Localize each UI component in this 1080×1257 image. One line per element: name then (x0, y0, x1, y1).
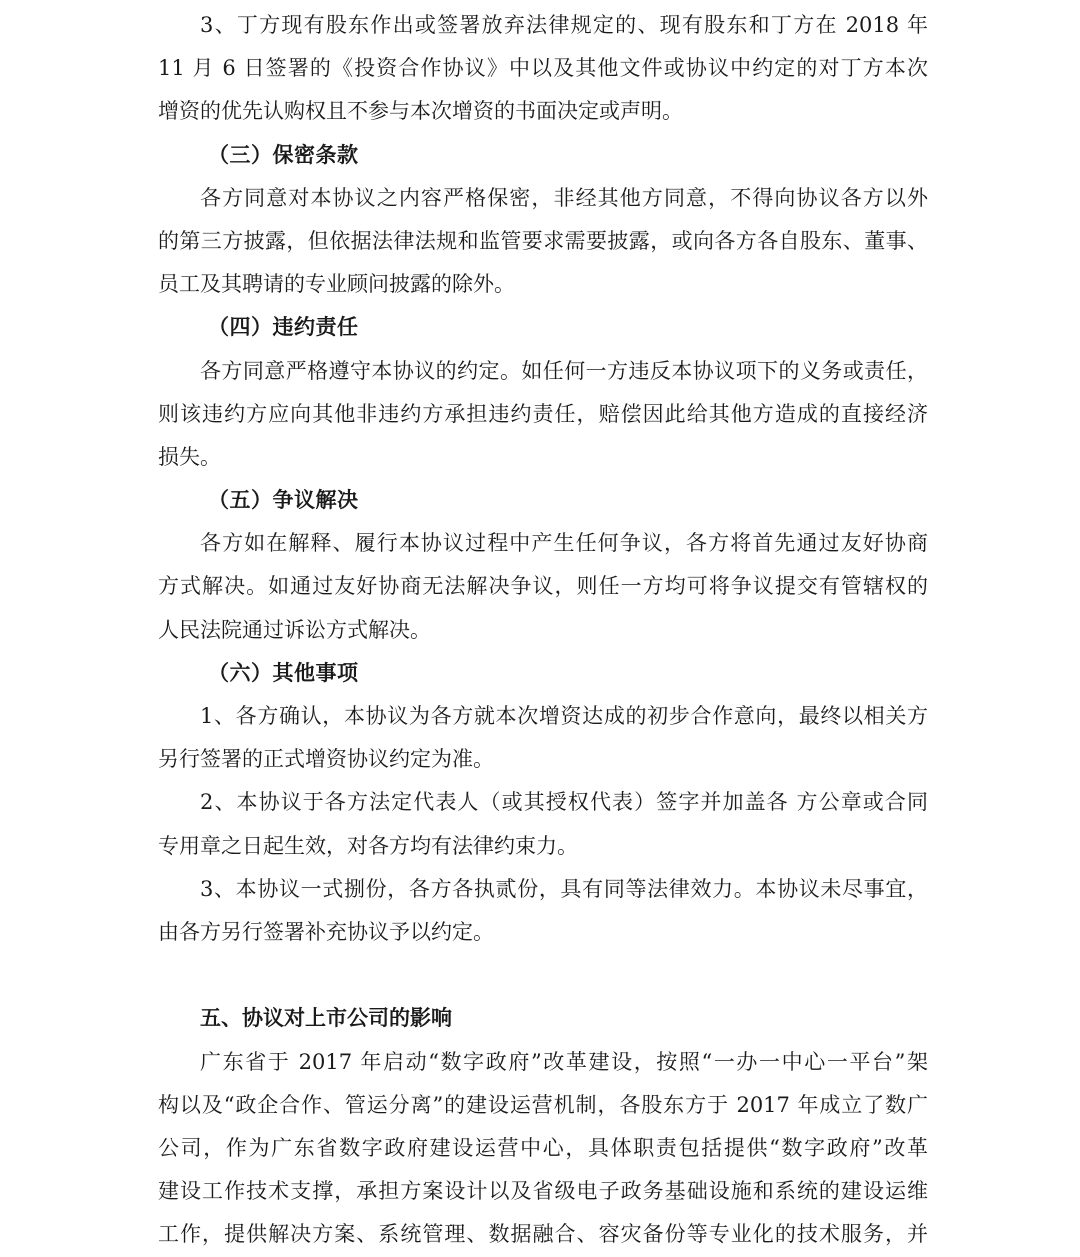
text-line: 1、各方确认，本协议为各方就本次增资达成的初步合作意向，最终以相关方 (200, 704, 928, 728)
text-line: 各方如在解释、履行本协议过程中产生任何争议，各方将首先通过友好协商 (200, 531, 928, 556)
paragraph-dispute-resolution (158, 522, 928, 652)
text-line: 的第三方披露，但依据法律法规和监管要求需要披露，或向各方各自股东、董事、 (158, 228, 928, 253)
paragraph-digital-government (158, 1041, 928, 1257)
text-line: 方式解决。如通过友好协商无法解决争议，则任一方均可将争议提交有管辖权的 (158, 574, 928, 599)
text-line: 则该违约方应向其他非违约方承担违约责任，赔偿因此给其他方造成的直接经济 (158, 401, 928, 426)
heading-dispute-resolution: （五）争议解决 (208, 488, 359, 513)
paragraph-liability (158, 350, 928, 480)
text-line: 构以及“政企合作、管运分离”的建设运营机制，各股东方于 2017 年成立了数广 (158, 1092, 928, 1117)
text-line: 工作，提供解决方案、系统管理、数据融合、容灾备份等专业化的技术服务，并 (158, 1222, 928, 1247)
text-line: 3、丁方现有股东作出或签署放弃法律规定的、现有股东和丁方在 2018 年 (200, 13, 928, 37)
text-line: 各方同意对本协议之内容严格保密，非经其他方同意，不得向协议各方以外 (200, 185, 928, 210)
heading-liability: （四）违约责任 (208, 315, 359, 340)
section-spacer (158, 954, 928, 997)
text-line: 各方同意严格遵守本协议的约定。如任何一方违反本协议项下的义务或责任， (200, 358, 928, 383)
paragraph-copies (158, 868, 928, 954)
document-page (158, 4, 928, 1256)
paragraph-intent-confirmation (158, 695, 928, 781)
text-line: 广东省于 2017 年启动“数字政府”改革建设，按照“一办一中心一平台”架 (200, 1049, 928, 1074)
text-line: 人民法院通过诉讼方式解决。 (158, 617, 431, 642)
text-line: 损失。 (158, 444, 221, 469)
paragraph-effectiveness (158, 781, 928, 867)
text-line: 2、本协议于各方法定代表人（或其授权代表）签字并加盖各 方公章或合同 (200, 790, 928, 815)
text-line: 员工及其聘请的专业顾问披露的除外。 (158, 272, 515, 297)
paragraph-preemptive-rights (158, 4, 928, 134)
heading-other-matters: （六）其他事项 (208, 660, 359, 685)
text-line: 11 月 6 日签署的《投资合作协议》中以及其他文件或协议中约定的对丁方本次 (158, 56, 928, 81)
text-line: 3、本协议一式捌份，各方各执贰份，具有同等法律效力。本协议未尽事宜， (200, 876, 928, 901)
text-line: 另行签署的正式增资协议约定为准。 (158, 747, 494, 772)
text-line: 由各方另行签署补充协议予以约定。 (158, 919, 494, 944)
paragraph-confidentiality (158, 177, 928, 307)
heading-confidentiality: （三）保密条款 (208, 142, 359, 167)
text-line: 建设工作技术支撑，承担方案设计以及省级电子政务基础设施和系统的建设运维 (158, 1179, 928, 1204)
text-line: 专用章之日起生效，对各方均有法律约束力。 (158, 833, 578, 858)
text-line: 公司，作为广东省数字政府建设运营中心，具体职责包括提供“数字政府”改革 (158, 1135, 928, 1160)
text-line: 增资的优先认购权且不参与本次增资的书面决定或声明。 (158, 99, 683, 124)
heading-impact-on-listed-company: 五、协议对上市公司的影响 (200, 1006, 452, 1031)
